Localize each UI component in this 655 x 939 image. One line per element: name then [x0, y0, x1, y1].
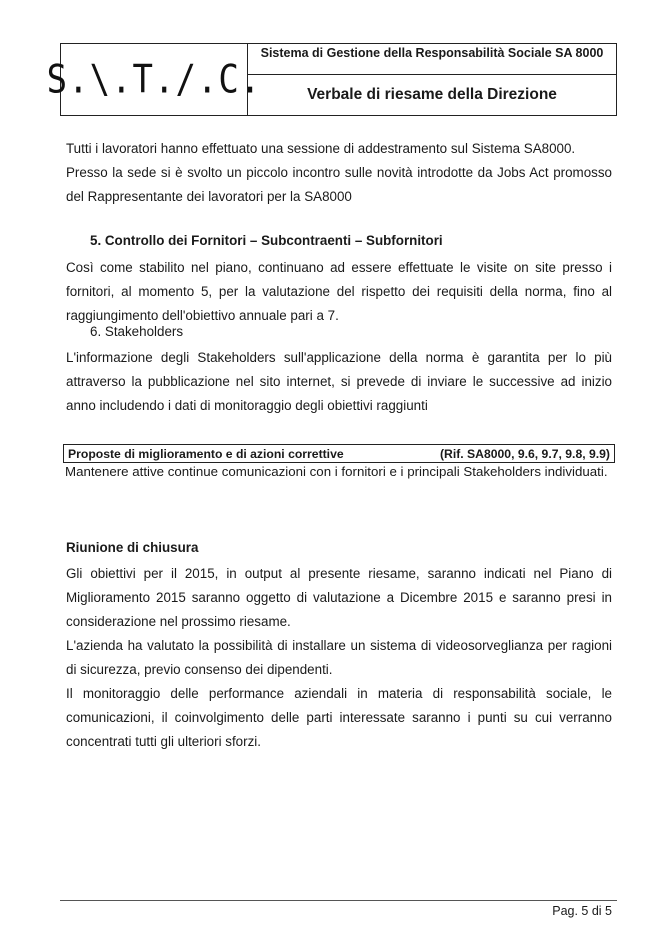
- document-title: Verbale di riesame della Direzione: [307, 86, 557, 103]
- intro-paragraph-2: Presso la sede si è svolto un piccolo incontro sulle novità introdotte da Jobs Act promosso del Rappresentante dei lavoratori per la SA8000: [66, 165, 612, 204]
- proposals-reference: (Rif. SA8000, 9.6, 9.7, 9.8, 9.9): [439, 447, 610, 461]
- closing-text: [66, 562, 612, 754]
- footer-divider: [60, 900, 617, 901]
- document-header: [46, 43, 617, 116]
- proposals-title: Proposte di miglioramento e di azioni correttive: [68, 447, 344, 461]
- system-name: Sistema di Gestione della Responsabilità Sociale SA 8000: [248, 44, 616, 75]
- section-5-heading: 5. Controllo dei Fornitori – Subcontraenti – Subfornitori: [90, 233, 443, 248]
- proposals-header: [63, 444, 615, 463]
- page-number: Pag. 5 di 5: [552, 904, 612, 918]
- proposals-text: Mantenere attive continue comunicazioni con i fornitori e i principali Stakeholders individuati.: [65, 464, 608, 479]
- closing-paragraph-3: Il monitoraggio delle performance aziendali in materia di responsabilità sociale, le comunicazioni, il coinvolgimento delle parti interessate saranno i punti su cui verranno concentrati tutti gli ulteriori sforzi.: [66, 686, 612, 749]
- company-logo: [46, 44, 262, 115]
- intro-paragraph-1: Tutti i lavoratori hanno effettuato una sessione di addestramento sul Sistema SA8000.: [66, 141, 576, 156]
- intro-text: [66, 137, 612, 209]
- closing-heading: Riunione di chiusura: [66, 540, 199, 555]
- closing-paragraph-2: L'azienda ha valutato la possibilità di installare un sistema di videosorveglianza per ragioni di sicurezza, previo consenso dei dipendenti.: [66, 638, 612, 677]
- closing-paragraph-1: Gli obiettivi per il 2015, in output al presente riesame, saranno indicati nel Piano di Miglioramento 2015 saranno oggetto di valutazione a Dicembre 2015 e saranno presi in considerazione nel prossimo riesame.: [66, 566, 612, 629]
- section-6-text: L'informazione degli Stakeholders sull'applicazione della norma è garantita per lo più attraverso la pubblicazione nel sito internet, si prevede di inviare le successive ad inizio anno includendo i dati di monitoraggio degli obiettivi raggiunti: [66, 350, 612, 413]
- proposals-box: [63, 444, 615, 479]
- section-5-text: Così come stabilito nel piano, continuano ad essere effettuate le visite on site presso i fornitori, al momento 5, per la valutazione del rispetto dei requisiti della norma, fino al raggiungimento dell'obiettivo annuale pari a 7.: [66, 260, 612, 323]
- logo-text: S.\.T./.C.: [46, 56, 262, 103]
- header-titles: [248, 44, 616, 115]
- section-6-heading: 6. Stakeholders: [90, 324, 184, 339]
